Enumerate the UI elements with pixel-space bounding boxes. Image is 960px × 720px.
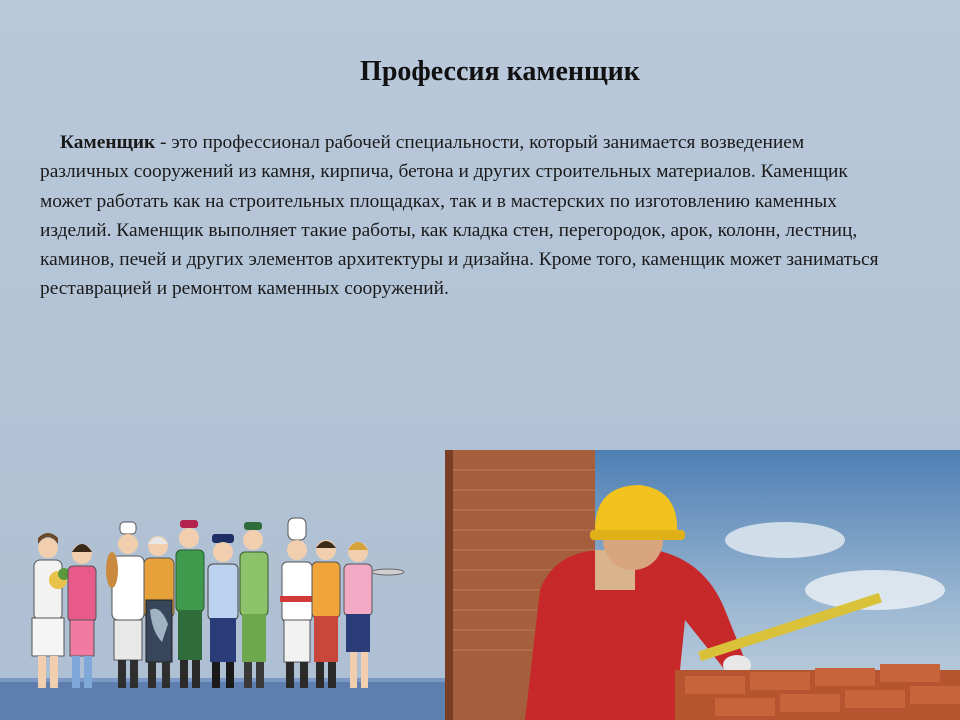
definition-text: - это профессионал рабочей специальности, который занимается возведением различных сооружений из камня, кирпича, бетона и других строительных материалов. Каменщик может работать как на строительных площадках, так и в мастерских по изготовлению каменных изделий. Каменщик выполняет такие работы, как кладка стен, перегородок, арок, колонн, лестниц, каминов, печей и других элементов архитектуры и дизайна. Кроме того, каменщик может заниматься реставрацией и ремонтом каменных сооружений. (40, 132, 879, 300)
person-figure (144, 536, 174, 688)
person-figure (176, 520, 204, 688)
person-figure (312, 540, 340, 688)
people-illustration (0, 510, 445, 720)
person-figure (68, 544, 96, 688)
slide-body-text (40, 128, 890, 304)
bricklayer-photo (445, 450, 960, 720)
person-figure (32, 533, 70, 688)
person-figure (240, 522, 268, 688)
slide-title: Профессия каменщик (360, 56, 640, 87)
term-bold: Каменщик (60, 132, 156, 153)
person-figure (208, 534, 238, 688)
person-figure (106, 522, 144, 688)
person-figure (344, 542, 404, 688)
person-figure (280, 518, 314, 688)
